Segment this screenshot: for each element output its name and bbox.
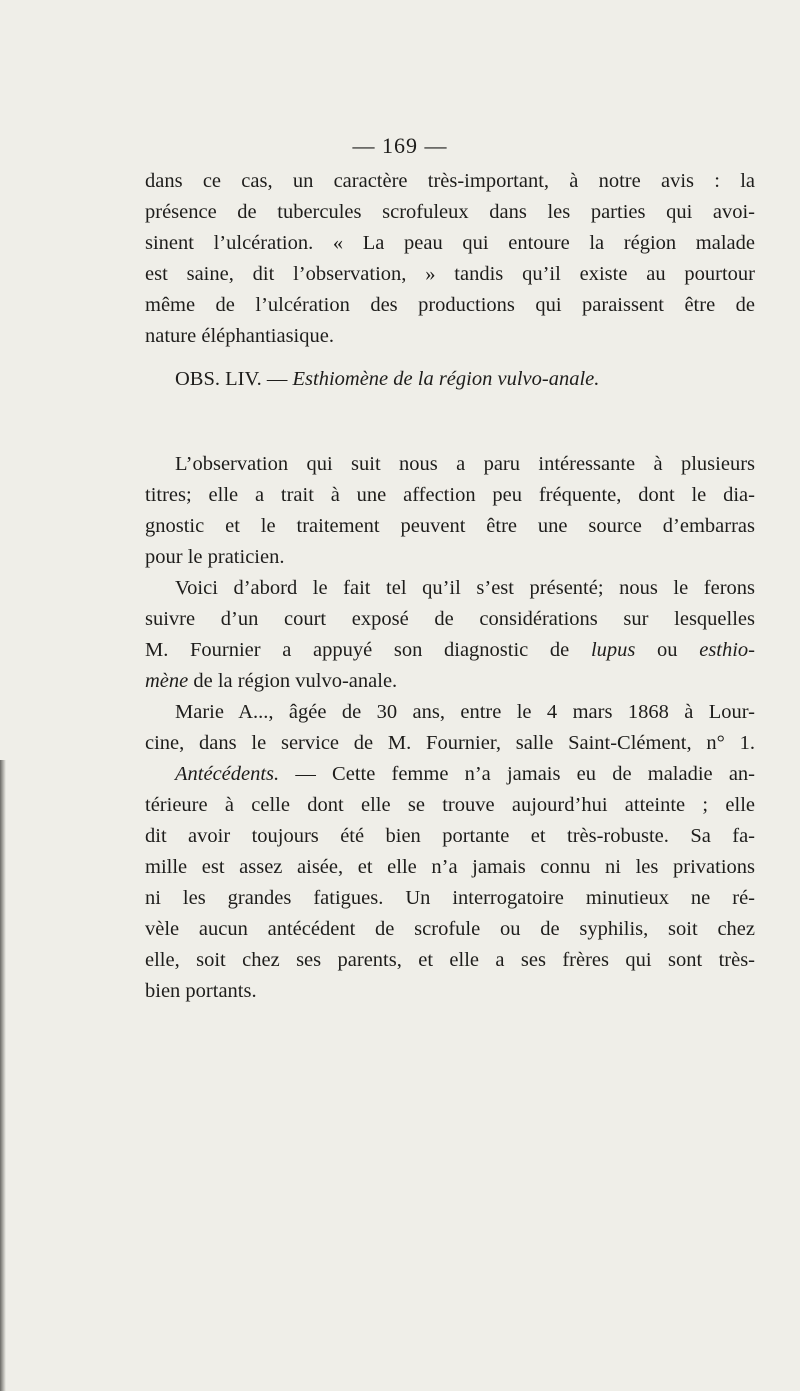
text-run: — Cette femme n’a jamais eu de maladie an- [279, 763, 755, 785]
text-line [145, 759, 755, 790]
text-line: sinent l’ulcération. « La peau qui entoure la région malade [145, 232, 755, 254]
section-label: Antécédents. [175, 763, 280, 785]
text-line: même de l’ulcération des productions qui paraissent être de [145, 294, 755, 316]
text-line: L’observation qui suit nous a paru intéressante à plusieurs [175, 453, 755, 475]
text-line [145, 635, 755, 666]
text-run: M. Fournier a appuyé son diagnostic de [145, 639, 591, 661]
text-line: suivre d’un court exposé de considérations sur lesquelles [145, 608, 755, 630]
page-edge-shadow [0, 760, 6, 1391]
observation-body [145, 449, 755, 1007]
text-line: présence de tubercules scrofuleux dans les parties qui avoi- [145, 201, 755, 223]
text-line: mille est assez aisée, et elle n’a jamais connu ni les privations [145, 856, 755, 878]
text-line: cine, dans le service de M. Fournier, salle Saint-Clément, n° 1. [145, 732, 755, 754]
text-line: dit avoir toujours été bien portante et très-robuste. Sa fa- [145, 825, 755, 847]
text-line: est saine, dit l’observation, » tandis qu’il existe au pourtour [145, 263, 755, 285]
text-line: titres; elle a trait à une affection peu fréquente, dont le dia- [145, 484, 755, 506]
observation-title: Esthiomène de la région vulvo-anale. [292, 368, 600, 390]
text-line: gnostic et le traitement peuvent être une source d’embarras [145, 515, 755, 537]
text-line: vèle aucun antécédent de scrofule ou de syphilis, soit chez [145, 918, 755, 940]
text-run: ou [635, 639, 700, 661]
text-line: nature éléphantiasique. [145, 325, 334, 347]
observation-label: OBS. LIV. — [175, 368, 293, 390]
italic-term: mène [145, 670, 189, 692]
text-run: de la région vulvo-anale. [188, 670, 398, 692]
text-line: térieure à celle dont elle se trouve aujourd’hui atteinte ; elle [145, 794, 755, 816]
italic-term: esthio- [699, 639, 756, 661]
text-line: dans ce cas, un caractère très-important, à notre avis : la [145, 170, 755, 192]
text-line: Voici d’abord le fait tel qu’il s’est présenté; nous le ferons [175, 577, 755, 599]
text-line: elle, soit chez ses parents, et elle a ses frères qui sont très- [145, 949, 755, 971]
paragraph-continuation [145, 166, 755, 352]
text-line [145, 666, 755, 697]
text-line: pour le praticien. [145, 546, 285, 568]
italic-term: lupus [590, 639, 636, 661]
observation-heading [175, 368, 599, 391]
text-line: bien portants. [145, 980, 257, 1002]
page-number: — 169 — [352, 133, 448, 158]
text-line: ni les grandes fatigues. Un interrogatoire minutieux ne ré- [145, 887, 755, 909]
text-line: Marie A..., âgée de 30 ans, entre le 4 mars 1868 à Lour- [175, 701, 755, 723]
